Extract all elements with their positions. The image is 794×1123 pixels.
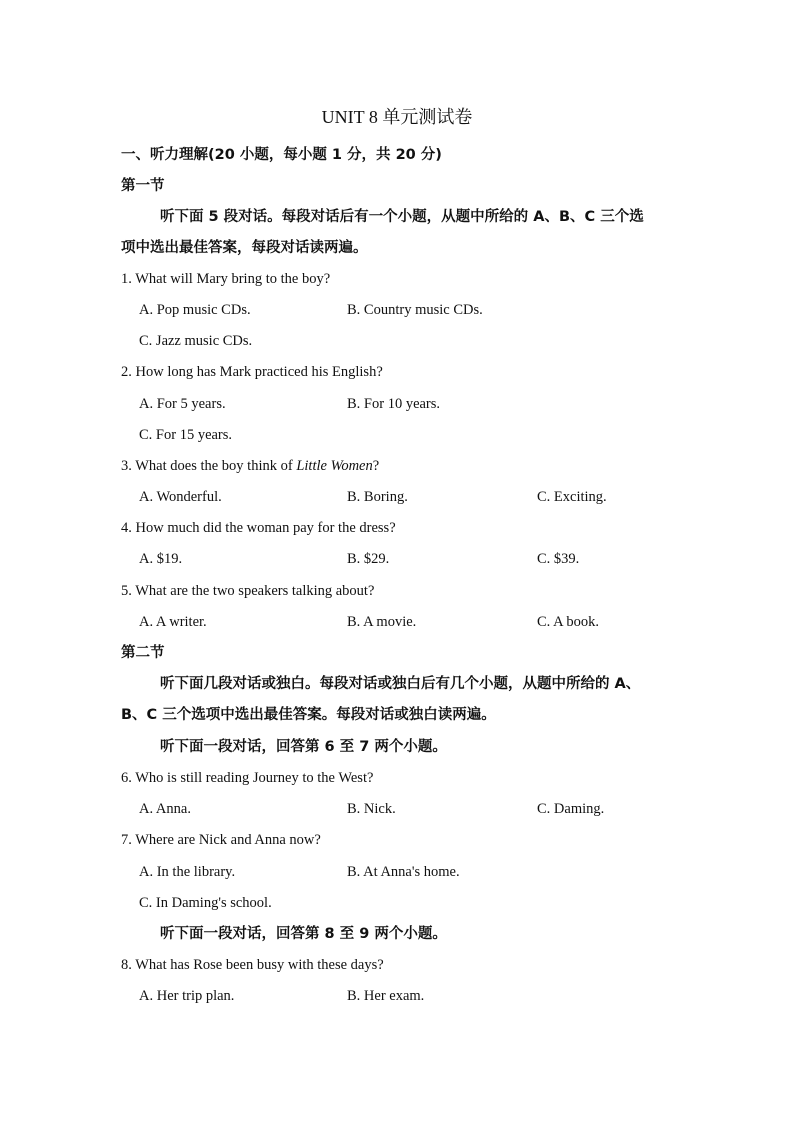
exam-title: UNIT 8 单元测试卷 (321, 107, 473, 127)
section2-instruction-2: B、C 三个选项中选出最佳答案。每段对话或独白读两遍。 (121, 707, 496, 723)
question-8-option-b: B. Her exam. (347, 988, 425, 1004)
question-5-option-a: A. A writer. (139, 614, 207, 630)
question-2-stem: 2. How long has Mark practiced his English? (121, 364, 383, 380)
section1-instruction-2: 项中选出最佳答案，每段对话读两遍。 (121, 240, 368, 256)
question-3-option-c: C. Exciting. (537, 489, 607, 505)
question-4-stem: 4. How much did the woman pay for the dress? (121, 520, 396, 536)
section2-sub-instruction-1: 听下面一段对话，回答第 6 至 7 两个小题。 (160, 739, 447, 755)
question-3-stem-end: ? (372, 458, 380, 474)
question-1-option-b: B. Country music CDs. (347, 302, 483, 318)
question-4-option-c: C. $39. (537, 551, 580, 567)
question-6-stem: 6. Who is still reading Journey to the West? (121, 770, 374, 786)
section1-instruction-1: 听下面 5 段对话。每段对话后有一个小题，从题中所给的 A、B、C 三个选 (160, 209, 644, 225)
question-7-stem: 7. Where are Nick and Anna now? (121, 832, 321, 848)
question-1-option-c: C. Jazz music CDs. (139, 333, 253, 349)
question-5-option-c: C. A book. (537, 614, 600, 630)
question-7-option-c: C. In Daming's school. (139, 895, 272, 911)
question-7-option-b: B. At Anna's home. (347, 864, 460, 880)
question-6-option-b: B. Nick. (347, 801, 396, 817)
question-8-stem: 8. What has Rose been busy with these days? (121, 957, 384, 973)
question-4-option-b: B. $29. (347, 551, 390, 567)
section1-label: 第一节 (121, 178, 165, 194)
question-5-stem: 5. What are the two speakers talking about? (121, 583, 375, 599)
question-4-option-a: A. $19. (139, 551, 183, 567)
section2-sub-instruction-2: 听下面一段对话，回答第 8 至 9 两个小题。 (160, 926, 447, 942)
section2-instruction-1: 听下面几段对话或独白。每段对话或独白后有几个小题，从题中所给的 A、 (160, 676, 641, 692)
question-2-option-a: A. For 5 years. (139, 396, 226, 412)
question-3-stem-text: 3. What does the boy think of (121, 458, 297, 474)
question-7-option-a: A. In the library. (139, 864, 236, 880)
part1-heading: 一、听力理解(20 小题，每小题 1 分，共 20 分) (121, 147, 442, 163)
question-3-stem (121, 456, 379, 476)
question-2-option-b: B. For 10 years. (347, 396, 441, 412)
question-3-option-a: A. Wonderful. (139, 489, 222, 505)
question-5-option-b: B. A movie. (347, 614, 417, 630)
question-1-stem: 1. What will Mary bring to the boy? (121, 271, 331, 287)
question-3-book-title: Little Women (296, 458, 373, 474)
question-6-option-a: A. Anna. (139, 801, 191, 817)
question-2-option-c: C. For 15 years. (139, 427, 233, 443)
question-6-option-c: C. Daming. (537, 801, 605, 817)
question-8-option-a: A. Her trip plan. (139, 988, 235, 1004)
question-3-option-b: B. Boring. (347, 489, 408, 505)
section2-label: 第二节 (121, 645, 165, 661)
question-1-option-a: A. Pop music CDs. (139, 302, 251, 318)
